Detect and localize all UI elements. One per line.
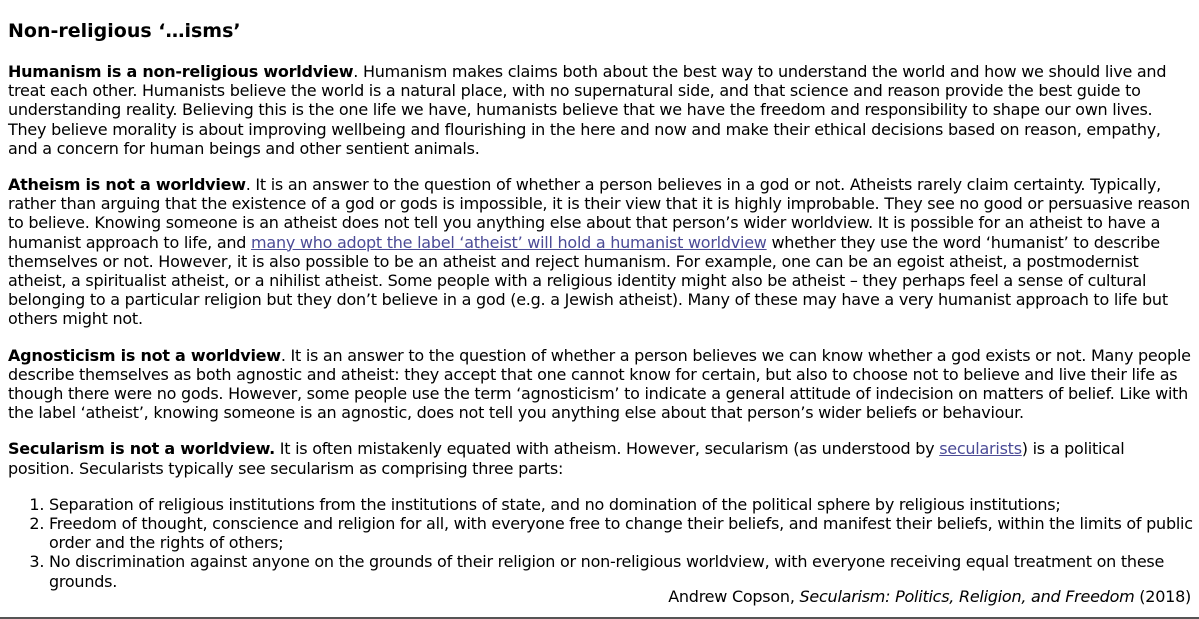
list-item: 2. Freedom of thought, conscience and religion for all, with everyone free to change their beliefs, and manifest their beliefs, within the limits of public order and the rights of others;: [49, 514, 1193, 552]
atheist-humanist-worldview-link[interactable]: many who adopt the label ‘atheist’ will hold a humanist worldview: [251, 232, 767, 252]
agnosticism-heading: Agnosticism is not a worldview: [8, 345, 281, 365]
agnosticism-body: . It is an answer to the question of whether a person believes we can know whether a god exists or not. Many people describe themselves as both agnostic and atheist: they accept that one cannot know for certain, but also to choose not to believe and live their life as though there were no gods. However, some people use the term ‘agnosticism’ to indicate a general attitude of indecision on matters of belief. Like with the label ‘atheist’, knowing someone is an agnostic, does not tell you anything else about that person’s wider beliefs or behaviour.: [8, 345, 1191, 423]
citation-book-title: Secularism: Politics, Religion, and Freedom: [799, 587, 1135, 606]
page-title: Non-religious ‘…isms’: [8, 20, 241, 42]
citation-year: (2018): [1134, 587, 1191, 606]
atheism-body-start: . It is an answer to the question of whether a person believes in a god or not. Atheists rarely claim certainty. Typically, rather than arguing that the existence of a god or gods is impossible, it is their view that it is highly improbable. They see no good or persuasive reason to believe. Knowing someone is an atheist does not tell you anything else about that person’s wider worldview. It is possible for an atheist to have a humanist approach to life, and: [8, 175, 1191, 252]
atheism-paragraph: [8, 175, 1193, 329]
atheism-heading: Atheism is not a worldview: [8, 175, 246, 195]
humanism-paragraph: [8, 62, 1193, 158]
secularists-link[interactable]: secularists: [939, 439, 1022, 459]
secularism-paragraph: [8, 439, 1193, 477]
list-item: 1. Separation of religious institutions from the institutions of state, and no domination of the political sphere by religious institutions;: [49, 495, 1193, 514]
secularism-body-start: It is often mistakenly equated with atheism. However, secularism (as understood by: [274, 439, 940, 459]
agnosticism-paragraph: [8, 346, 1193, 423]
secularism-parts-list: [8, 495, 1193, 591]
secularism-heading: Secularism is not a worldview.: [8, 439, 275, 459]
humanism-heading: Humanism is a non-religious worldview: [8, 62, 354, 81]
citation: [668, 587, 1191, 606]
atheism-body-end: whether they use the word ‘humanist’ to describe themselves or not. However, it is also possible to be an atheist and reject humanism. For example, one can be an egoist atheist, a postmodernist atheist, a spiritualist atheist, or a nihilist atheist. Some people with a religious identity might also be atheist – they perhaps feel a sense of cultural belonging to a particular religion but they don’t believe in a god (e.g. a Jewish atheist). Many of these may have a very humanist approach to life but others might not.: [8, 232, 1168, 329]
humanism-body: . Humanism makes claims both about the best way to understand the world and how we should live and treat each other. Humanists believe the world is a natural place, with no supernatural side, and that science and reason provide the best guide to understanding reality. Believing this is the one life we have, humanists believe that we have the freedom and responsibility to shape our own lives. They believe morality is about improving wellbeing and flourishing in the here and now and make their ethical decisions based on reason, empathy, and a concern for human beings and other sentient animals.: [8, 62, 1167, 158]
list-item: 3. No discrimination against anyone on the grounds of their religion or non-religious worldview, with everyone receiving equal treatment on these grounds.: [49, 552, 1193, 590]
secularism-body-end: ) is a political position. Secularists typically see secularism as comprising three parts:: [8, 439, 1125, 478]
document: [8, 0, 1193, 591]
citation-author: Andrew Copson,: [668, 587, 800, 606]
